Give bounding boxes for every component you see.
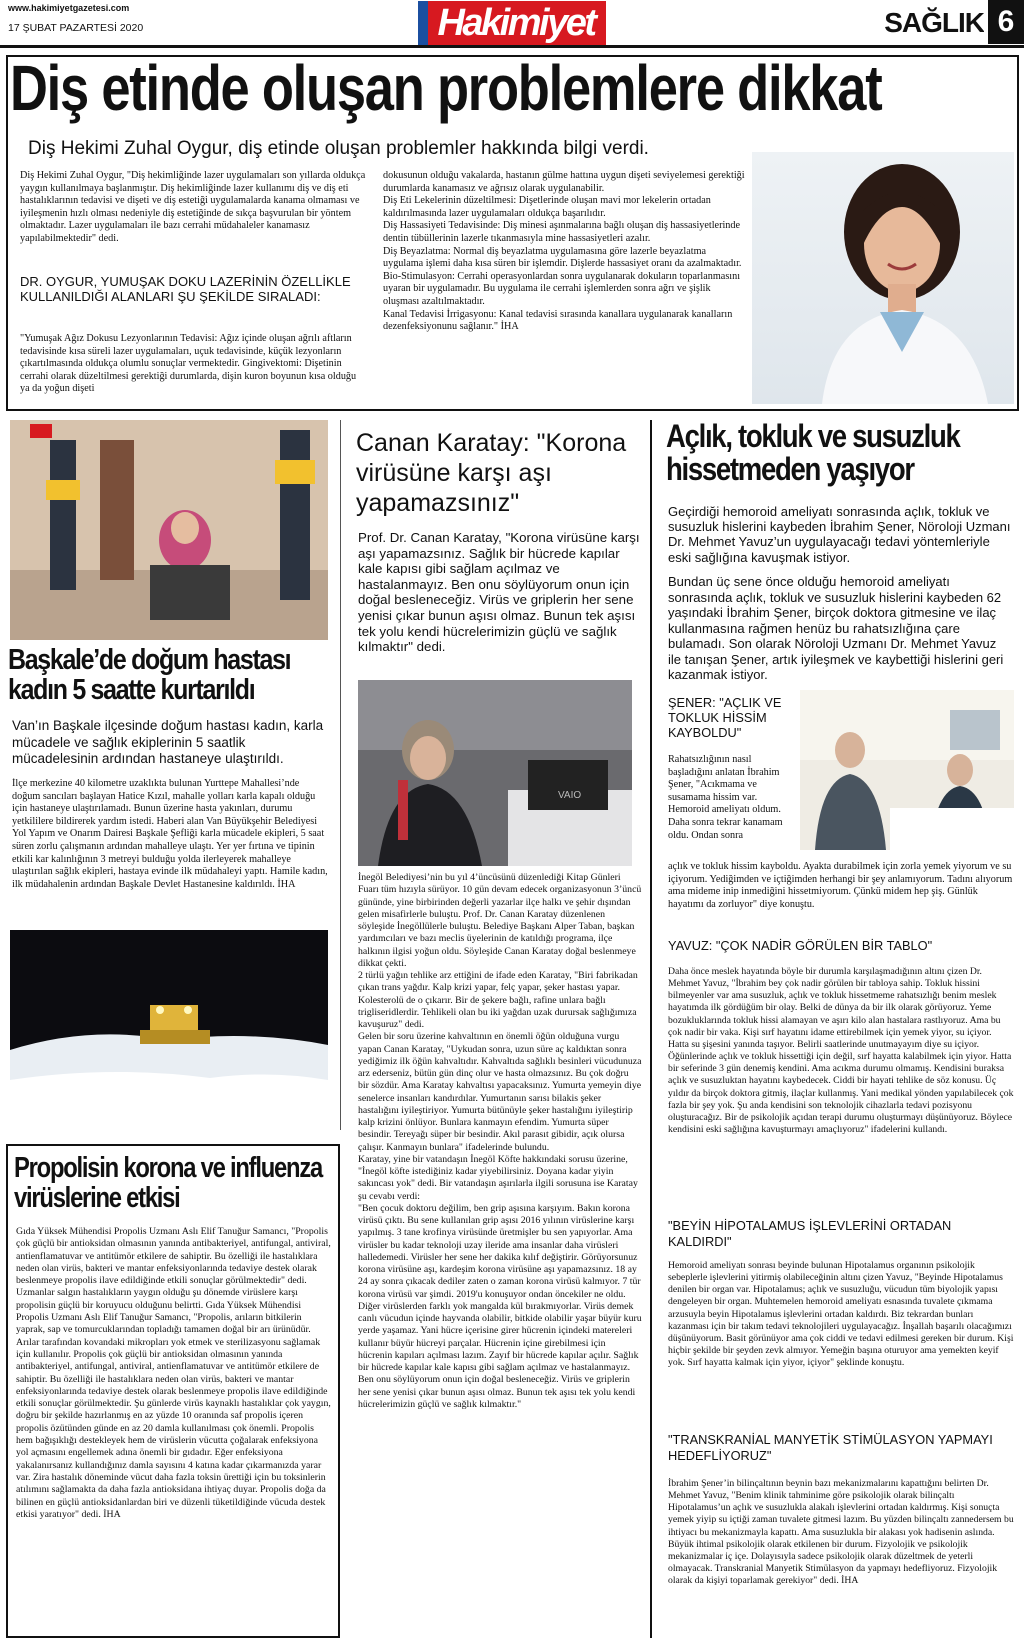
aclik-sub4-body: İbrahim Şener’in bilinçaltının beynin bazı mekanizmalarını kapattığını belirten Dr. Mehmet Yavuz, "Benim klinik tahminime göre psikolojik olarak bilinçaltı Hipotalamus’un açlık ve susuzlukla alakalı işlevlerini ortadan kaldırmış. Kişi sonuçta yemek yiyip su içtiği zaman tuvalete gitmesi lazım. Bu yüzden bilinçaltı zannedersem bu ihtiyacı bu mekanizmayla kapattı. Ama susuzlukla bir alakası yok hadisenin aslında. Büyük ihtimal psikolojik olarak etkilenen bir durum. Fizyolojik ve psikolojik mekanizmalar iç içe. Dolayısıyla sadece psikolojik olarak düzeltmek de yeterli olmayacak. Transkranial Manyetik Stimülasyon da yapmayı hedefliyoruz. Fizyolojik olarak da kişiyi toparlamak gerekiyor" dedi. İHA <box>668 1478 1014 1587</box>
aclik-sub1-body-a: Rahatsızlığının nasıl başladığını anlatan İbrahim Şener, "Acıkmama ve susamama hissim var. Hemoroid ameliyatı oldum. Daha sonra tekrar kanamam oldu. Ondan sonra <box>668 754 783 841</box>
section-label: SAĞLIK <box>884 7 984 38</box>
speaker-illustration <box>358 680 632 866</box>
column-divider-right <box>650 420 652 1638</box>
website-url[interactable]: www.hakimiyetgazetesi.com <box>8 3 130 13</box>
propolis-body: Gıda Yüksek Mühendisi Propolis Uzmanı Aslı Elif Tanuğur Samancı, "Propolis çok güçlü bir antioksidan olmasının yanında antibakteriyel, antifungal, antiviral, antienflamatuvar ve antitümör etkilere de sahiptir. Bu özelliği ile hastalıklara neden olan virüs, bakteri ve mantar enfeksiyonlarında tedaviye destek olarak beslenmeye propolis ilave edildiğinde etkili sonuçlar görülmektedir" dedi. Uzmanlar salgın hastalıkların yaygın olduğu şu dönemde virüslere karşı propolisin güçlü bir koruyucu olduğunu belirtti. Gıda Yüksek Mühendisi Propolis Uzmanı Aslı Elif Tanuğur Samancı, "Propolis, arıların bitkilerin yaprak, sap ve tomurcuklarından topladığı tamamen doğal bir arı ürünüdür. Arılar tarafından kovandaki mikropları yok etmek ve sterilizasyonu sağlamak için kullanılır. Propolis çok güçlü bir antioksidan olmasının yanında antibakteriyel, antifungal, antiviral, antienflamatuvar ve antitümör etkilere de sahiptir. Bu özelliği ile hastalıklara neden olan virüs, bakteri ve mantar enfeksiyonlarında tedaviye destek olarak beslenmeye propolis ilave edildiğinde etkili sonuçlar görülmektedir. Şu günlerde virüs kaynaklı hastalıklar çok yaygın, doğru bir şekilde hazırlanmış en az yüzde 10 oranında saf propolis içeren propolis özütünden günde en az 20 damla kullanılması çok önemli. Propolis hem bağışıklığı destekleyek hem de virüslerin vücutta çoğalarak enfeksiyona yol açmasını engellemek adına önemli bir gıdadır. Eğer enfeksiyona yakalanırsanız kullandığınız damla sayısını 4 katına kadar çıkarmanızda yarar var. Zira hastalık döneminde vücut daha fazla toksin ürettiği için bu toksinlerin atılımını sağlamakta da daha fazla antioksidana ihtiyaç duyar. Propolis doğa da bilinen en güçlü antioksidanlardan biri ve düzenli tüketildiğinde vücuda destek etkisi yaratıyor" dedi. İHA <box>16 1226 331 1520</box>
karatay-conference-photo <box>358 680 632 866</box>
rescue-scene-illustration <box>10 420 328 640</box>
consultation-illustration <box>800 690 1014 850</box>
aclik-sub1: ŞENER: "AÇLIK VE TOKLUK HİSSİM KAYBOLDU" <box>668 695 782 740</box>
karatay-subhead: Prof. Dr. Canan Karatay, "Korona virüsüne karşı aşı yapamazsınız. Sağlık bir hücrede kapılar kale kapısı gibi sağlam açılmaz ve hastalanmayız. Ben onu söylüyorum onun için doğal besleneceğiz. Virüs ve griplerin her sene yenisi çıkar bunun aşısı olmaz. Bunun tek aşısı tek yolu kendi hücrelerimizin güçlü ve sağlık kılmaktır" dedi. <box>358 530 640 655</box>
column-divider-left <box>340 420 341 1130</box>
snow-plow-photo <box>10 930 328 1103</box>
main-subhead: Diş Hekimi Zuhal Oygur, diş etinde oluşan problemler hakkında bilgi verdi. <box>28 138 649 159</box>
propolis-headline: Propolisin korona ve influenza virüslerine etkisi <box>14 1154 322 1214</box>
baskale-subhead: Van’ın Başkale ilçesinde doğum hastası kadın, karla mücadele ve sağlık ekiplerinin 5 saatlik mücadelesinin ardından hastaneye ulaştırıldı. <box>12 718 324 766</box>
laptop-brand-text: VAIO <box>558 790 582 801</box>
karatay-headline: Canan Karatay: "Korona virüsüne karşı aşı yapamazsınız" <box>356 429 627 517</box>
baskale-house-photo <box>10 420 328 640</box>
issue-date: 17 ŞUBAT PAZARTESİ 2020 <box>8 22 144 34</box>
logo-text: Hakimiyet <box>437 2 595 44</box>
main-col2-text: dokusunun olduğu vakalarda, hastanın gülme hattına uygun dişeti seviyelemesi gerektiği durumlarda kanamasız ve ağrısız olarak uygulanabilir. Diş Eti Lekelerinin düzeltilmesi: Dişetlerinde oluşan mavi mor lekelerin ortadan kaldırılmasında lazer uygulamaları oldukça başarılıdır. Diş Hassasiyeti Tedavisinde: Diş minesi aşınmalarına bağlı oluşan diş hassasiyetlerinde dentin tübüllerinin lazerle tıkanmasıyla mine hassasiyetleri azalır. Diş Beyazlatma: Normal diş beyazlatma uygulamasına göre lazerle beyazlatma uygulama işlemi daha kısa süren bir işlemdir. Dişlerde hassasiyet oranı da azalmaktadır. Bio-Stimulasyon: Cerrahi operasyonlardan sonra uygulanarak dokuların toparlanmasını uyaran bir uygulamadır. Bu uygulama ile cerrahi işlemlerden sonra ağrı ve şişlik oluşması azaltılmaktadır. Kanal Tedavisi İrrigasyonu: Kanal tedavisi sırasında kanallara uygulanarak kanalların dezenfeksiyonunu sağlanır." İHA <box>383 170 745 333</box>
aclik-intro: Bundan üç sene önce olduğu hemoroid ameliyatı sonrasında açlık, tokluk ve susuzluk hislerini kaybeden 62 yaşındaki İbrahim Şener, birçok doktora gitmesine ve ilaç kullanmasına rağmen henüz bu rahatsızlığına çare bulamadı. Son olarak Nöroloji Uzmanı Dr. Mehmet Yavuz ile tanışan Şener, artık iyileşmek ve kaybettiği hislerini geri kazanmak istiyor. <box>668 574 1004 682</box>
main-col1-text2: "Yumuşak Ağız Dokusu Lezyonlarının Tedavisi: Ağız içinde oluşan ağrılı aftların tedavisinde kısa süreli lazer uygulamaları, uçuk tedavisinde, küçük lezyonların çıkartılmasında oldukça olumlu sonuçlar vermektedir. Gingivektomi: Dişetinin cerrahi olarak düzeltilmesi gerektiği durumlarda, dişin kuron boyunun kısa olduğu ya da yoğun dişeti <box>20 333 357 395</box>
baskale-headline: Başkale’de doğum hastası kadın 5 saatte kurtarıldı <box>8 646 291 706</box>
aclik-sub2-body: Daha önce meslek hayatında böyle bir durumla karşılaşmadığının altını çizen Dr. Mehmet Yavuz, "İbrahim bey çok nadir görülen bir tabloya sahip. Tokluk hissini bilmeyenler var ama susuzluk, açlık ve tokluk hissetmeme rahatsızlığı benim meslek hayatımda ilk gördüğüm bir olay. Belki de dünya da bir ilk olarak görüyoruz. Yeme bozukluklarında tokluk hissi alamayan ve aşırı kilo alan hastalara rastlıyoruz. Ama bu çok nadir bir vaka. Kişi sırf hayatını idame ettirebilmek için yemek yiyor, su içiyor. Hatta su şişesini yanında taşıyor. Belirli saatlerinde unutmayayım diye su içiyor. Öğünlerinde açlık ve tokluk hissettiği için değil, sırf hayatta kalabilmek için yiyor. Hatta bir seferinde 3 gün denemiş kendini. Ama acıkma durumu olmamış. Kendisini buraksa açlık ve susuzluktan hayatını kaybedecek. Ciddi bir hayati tehlike de söz konusu. Üç yıldır da birçok doktora gitmiş, ilaçlar kullanmış. Yani medikal yönden yapılabilecek çok fazla bir şey yok. Şu anda kendisini son teknolojik cihazlarla tedavi pozisyonu oluşturacağız. Bir de psikolojik açıdan terapi durumu oluşturmayı düşünüyoruz. Böylece kendisini eski sağlığına kavuşturmayı amaçlıyoruz" ifadelerini kullandı. <box>668 966 1014 1136</box>
newspaper-logo[interactable] <box>418 1 606 45</box>
main-headline: Diş etinde oluşan problemlere dikkat <box>10 56 882 124</box>
aclik-sub4: "TRANSKRANİAL MANYETİK STİMÜLASYON YAPMAYI HEDEFLİYORUZ" <box>668 1432 993 1463</box>
aclik-sub1-body-b: açlık ve tokluk hissim kayboldu. Ayakta durabilmek için zorla yemek yiyorum ve su içiyorum. Yediğimden ve içtiğimden herhangi bir şey anlamıyorum. Tadını alıyorum ama mideme inip inmediğini hissetmiyorum. Çünkü midem hep şiş. Günlük hayatımı da zorluyor" diye konuştu. <box>668 861 1013 910</box>
aclik-lead: Geçirdiği hemoroid ameliyatı sonrasında açlık, tokluk ve susuzluk hislerini kaybeden İbrahim Şener, Nöroloji Uzmanı Dr. Mehmet Yavuz’un uygulayacağı tedavi yöntemleriyle eski sağlığına kavuşmak istiyor. <box>668 504 1011 565</box>
aclik-sub3-body: Hemoroid ameliyatı sonrası beyinde bulunan Hipotalamus organının psikolojik sebeplerle işlevlerini yitirmiş olabileceğinin altını çizen Yavuz, "Beyinde Hipotalamus denilen bir organ var. Hipotalamus; açlık ve susuzluğu, vücudun tüm biyolojik yapısı dengeleyen bir organ. Muhtemelen hemoroid ameliyatı esnasında tuvalete çıkmama arzusuyla beyin Hipotalamus işlevlerini ortadan kaldırdı. Biz tekrardan bunları kazanması için bir takım tedavi teknolojileri uygulayacağız. İnşallah başarılı olacağımızı düşünüyorum. Basit görünüyor ama çok ciddi ve tedavi edilmesi gereken bir durum. Kişi hiçbir şekilde bir şeyden zevk almıyor. Yemeğin başına oturuyor ama yemekten keyif yok. Sırf hayatta kalmak için yiyor, içiyor" şeklinde konuştu. <box>668 1260 1014 1369</box>
aclik-headline: Açlık, tokluk ve susuzluk hissetmeden yaşıyor <box>666 420 960 487</box>
dentist-portrait-photo <box>752 152 1014 404</box>
aclik-sub2: YAVUZ: "ÇOK NADİR GÖRÜLEN BİR TABLO" <box>668 938 933 953</box>
main-col1-subhead: DR. OYGUR, YUMUŞAK DOKU LAZERİNİN ÖZELLİKLE KULLANILDIĞI ALANLARI ŞU ŞEKİLDE SIRALADI: <box>20 274 351 304</box>
aclik-sub3: "BEYİN HİPOTALAMUS İŞLEVLERİNİ ORTADAN KALDIRDI" <box>668 1218 952 1249</box>
page-number: 6 <box>988 0 1024 44</box>
baskale-body: İlçe merkezine 40 kilometre uzaklıkta bulunan Yurttepe Mahallesi’nde doğum sancıları başlayan Hatice Kızıl, mahalle yolları karla kapalı olduğu için hastaneye ulaştırılamadı. Bunun üzerine hasta yakınları, durumu yetkililere bildirerek yardım istedi. Haberi alan Van Büyükşehir Belediyesi Yol Yapım ve Onarım Dairesi Başkale Şefliği karla mücadele ekipleri, 5 saat süren zorlu çalışmanın ardından mahalleye ulaştı. Yer yer fırtına ve tipinin etkili kar kalınlığının 3 metreyi bulduğu yolda ilerleyerek mahalleye ulaştırılan sağlık ekipleri, hastaya evinde ilk müdahaleyi yaptı. Hamile kadın, ilk müdahalenin ardından Başkale Devlet Hastanesine kaldırıldı. İHA <box>12 778 328 890</box>
snowplow-illustration <box>10 930 328 1103</box>
main-col1-text: Diş Hekimi Zuhal Oygur, "Diş hekimliğinde lazer uygulamaları son yıllarda oldukça yaygın kullanılmaya başlanmıştır. Diş hekimliğinde lazer kullanımı diş ve diş eti hastalıklarının tedavisi ve dişeti ve diş estetiği uygulamalarda kanama olmaması ve iyileşmenin hızlı olması nedeniyle diş estetiğinde de sıkça başvurulan bir yöntem olmaktadır. Lazer uygulamaları ile bazı cerrahi müdahaleler kanamasız yapılabilmektedir" dedi. <box>20 170 366 244</box>
header-rule <box>0 45 1024 48</box>
karatay-body: İnegöl Belediyesi’nin bu yıl 4’üncüsünü düzenlediği Kitap Günleri Fuarı tüm hızıyla sürüyor. 10 gün devam edecek organizasyonun 3’üncü gününde, yine birbirinden değerli yazarlar ilçe halkı ve şehir dışından gelen misafirlerle buluştu. Prof. Dr. Canan Karatay düzenlenen söyleşide İnegöllülerle buluştu. Belediye Başkanı Alper Taban, başkan yardımcıları ve bazı meclis üyelerinin de katıldığı programa, ilçe halkının ilgisi yoğun oldu. Söyleşide Canan Karatay doğal beslenmeye dikkat çekti. 2 türlü yağın tehlike arz ettiğini de ifade eden Karatay, "Biri fabrikadan çıkan trans yağdır. Kalp krizi yapar, felç yapar, şeker hastası yapar. Kolesterolü de o çıkarır. Bir de şekere bağlı, rafine unlara bağlı trigliseridlerdir. Tehlikeli olan bu iki yağdan uzak durursak sağlığımıza kavuşuruz" dedi. Gelen bir soru üzerine kahvaltının en önemli öğün olduğuna vurgu yapan Canan Karatay, "Uykudan sonra, uzun süre aç kaldıktan sonra yediğimiz ilk öğün kahvaltıdır. Kahvaltıda sağlıklı besinleri vücudunuza arz ederseniz, bütün gün dinç olur ve hasta olmazsınız. Bu çok doğru bir sözdür. Ama Karatay kahvaltısı yapacaksınız. Yumurta yemeyin diye senelerce insanları kandırdılar. Yumurtanın sarısı bilakis şeker hastalığını iyileştiriyor. Yumurta bütünüyle şeker hastalığını iyileştirip kalp krizini önlüyor. Bunlara kanmayın efendim. Yumurta süper besindir. Tereyağı süper bir besindir. Akıl parasıt gibidir, açık olursa çalışır. Kanmayın bunlara" ifadelerinde bulundu. Karatay, yine bir vatandaşın İnegöl Köfte hakkındaki sorusu üzerine, "İnegöl köfte istediğiniz kadar yiyebilirsiniz. Doyana kadar yiyin sakıncası yok" dedi. Bir vatandaşın aşırılarla ilgili sorusuna ise Karatay şu cevabı verdi: "Ben çocuk doktoru değilim, ben grip aşısına karşıyım. Bakın korona virüsü çıktı. Bu sene kullanılan grip aşısı 2016 yılının virüslerine karşı yapılmış. 3 tane krofinya virüsünde üretmişler bu sen yapıyorlar. Ama virüsler bu kadar teknoloji uzay ileride ama insanlar daha virüsleri halledemedi. Virüsler her sene her dakika kılıf değiştirir. Görüyorsunuz korona virüsüne aşı, kardeşim korona virüsüne aşı yapamazsınız. 18 ay 24 ay sonra çıkacak dediler zaten o zaman korona virüsü kalmıyor. 7 tür korona virüsü var şimdi. 2019'u konuşuyor ondan öncekiler ne oldu. Diğer virüslerden farklı yok mangalda kül bırakmıyorlar. Virüs demek canlı vücudun içinde hayvanda olabilir, bitkide olabilir yaşar büyür kuru yerde yaşamaz. Yani hücre içerisine girer hücrenin içindeki matereleri kullanır büyür hücreyi parçalar. Hücrenin içine girebilmesi için hücrenin kapıları açılması lazım. Zayıf bir hücrede kapılar açılır. Sağlık bir hücrede kapılar kale kapısı gibi sağlam açılmaz ve hastalanmayız. Ben onu söylüyorum onun için doğal besleneceğiz. Virüs ve griplerin her sene yenisi çıkar bunun aşısı olmaz. Bunun tek aşısı tek yolu kendi hücrelerimizin güçlü ve sağlık kılmaktır." <box>358 872 642 1410</box>
portrait-illustration <box>752 152 1014 404</box>
doctor-patient-photo <box>800 690 1014 850</box>
